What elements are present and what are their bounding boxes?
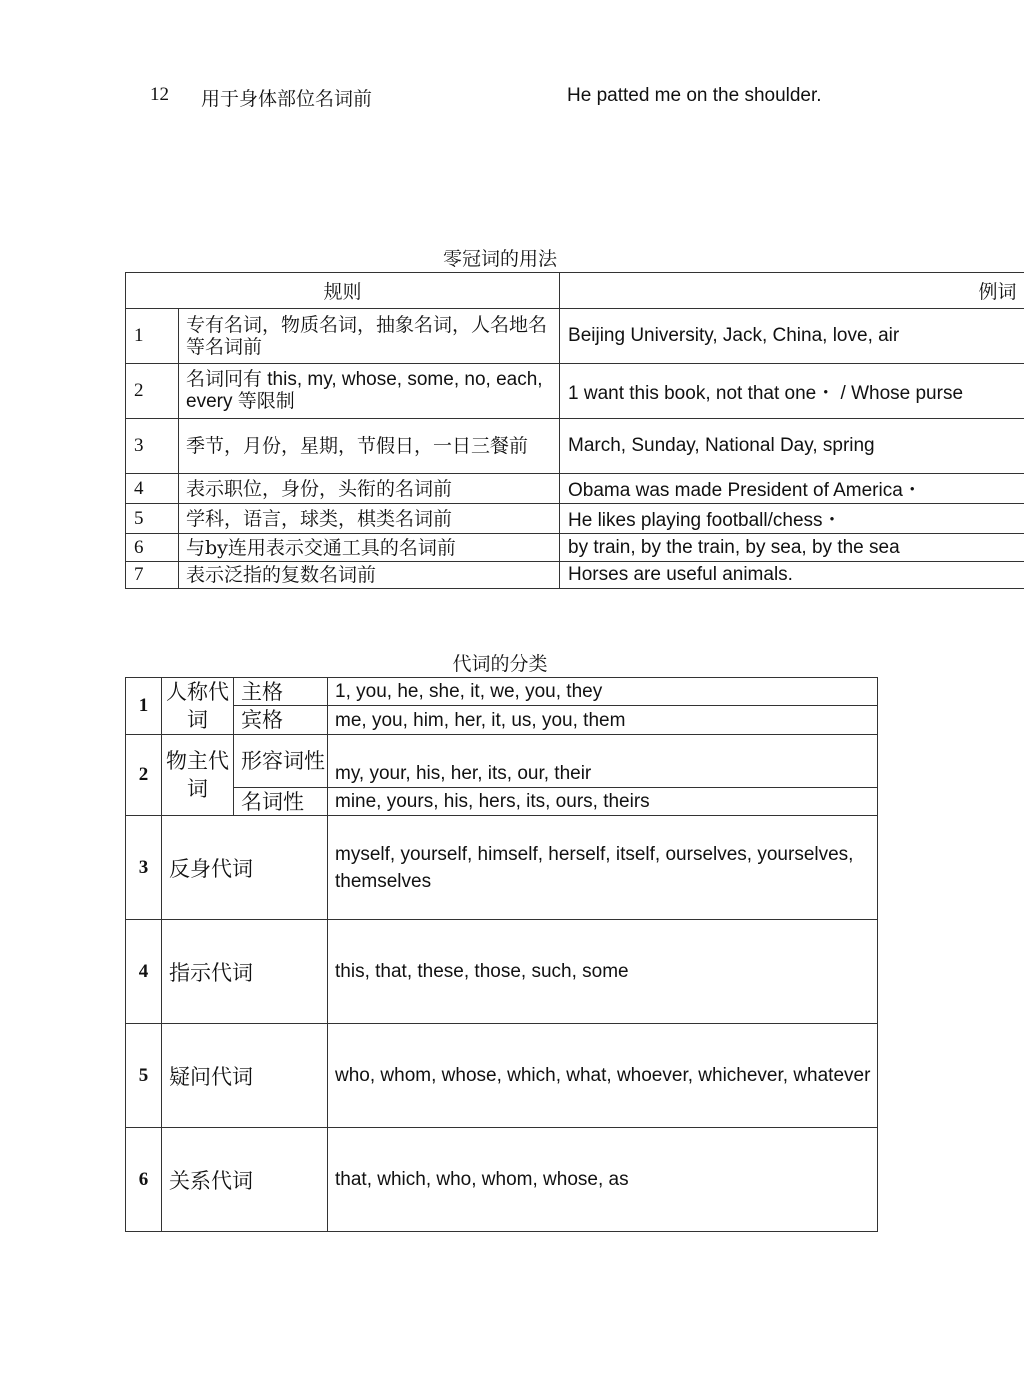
row-example: Beijing University, Jack, China, love, air [560,309,1024,364]
row-example: 1 want this book, not that one・ / Whose purse [560,364,1024,419]
top-line-number: 12 [150,84,169,105]
table-row [126,474,1024,504]
table-header-row [126,273,1024,309]
row-rule: 季节，月份，星期，节假日，一日三餐前 [179,419,560,474]
row-number: 4 [126,920,162,1024]
pronoun-table [125,677,878,1232]
table-row [126,562,1024,589]
table-row [126,920,878,1024]
table-row [126,504,1024,534]
interrogative-values: who, whom, whose, which, what, whoever, whichever, whatever [328,1024,878,1128]
row-example: Horses are useful animals. [560,562,1024,589]
category-relative: 关系代词 [162,1128,328,1232]
noun-form-label: 名词性 [234,788,328,816]
table-row [126,534,1024,562]
table-row [126,1024,878,1128]
relative-values: that, which, who, whom, whose, as [328,1128,878,1232]
object-case-values: me, you, him, her, it, us, you, them [328,706,878,735]
top-line-rule: 用于身体部位名词前 [201,88,373,110]
top-line-example: He patted me on the shoulder. [567,85,822,106]
row-example: by train, by the train, by sea, by the sea [560,534,1024,562]
category-personal: 人称代词 [162,678,234,735]
row-example: March, Sunday, National Day, spring [560,419,1024,474]
row-number: 6 [126,1128,162,1232]
adjective-form-values: my, your, his, her, its, our, their [328,735,878,788]
row-rule: 名词冋有 this, my, whose, some, no, each, every 等限制 [179,364,560,419]
row-number: 1 [126,678,162,735]
zero-article-table [125,272,1024,589]
pronoun-caption: 代词的分类 [452,653,548,675]
row-number: 7 [126,562,179,589]
header-rule: 规则 [126,273,560,309]
row-number: 5 [126,504,179,534]
row-number: 2 [126,364,179,419]
row-rule: 学科，语言，球类，棋类名词前 [179,504,560,534]
category-possessive: 物主代词 [162,735,234,816]
demonstrative-values: this, that, these, those, such, some [328,920,878,1024]
subject-case-label: 主格 [234,678,328,706]
category-demonstrative: 指示代词 [162,920,328,1024]
category-reflexive: 反身代词 [162,816,328,920]
row-number: 3 [126,419,179,474]
adjective-form-label: 形容词性 [234,735,328,788]
table-row [126,706,878,735]
category-interrogative: 疑问代词 [162,1024,328,1128]
noun-form-values: mine, yours, his, hers, its, ours, theirs [328,788,878,816]
table-row [126,788,878,816]
row-number: 5 [126,1024,162,1128]
table-row [126,735,878,788]
subject-case-values: 1, you, he, she, it, we, you, they [328,678,878,706]
table-row [126,364,1024,419]
top-line [0,84,1024,112]
table-row [126,816,878,920]
object-case-label: 宾格 [234,706,328,735]
row-example: Obama was made President of America・ [560,474,1024,504]
row-number: 6 [126,534,179,562]
row-rule: 与by连用表示交通工具的名词前 [179,534,560,562]
row-rule: 表示泛指的复数名词前 [179,562,560,589]
row-number: 1 [126,309,179,364]
row-number: 3 [126,816,162,920]
row-number: 2 [126,735,162,816]
header-example: 例词 [560,273,1024,309]
row-rule: 表示职位，身份，头衔的名词前 [179,474,560,504]
table-row [126,309,1024,364]
table-row [126,1128,878,1232]
row-rule: 专有名词，物质名词，抽象名词，人名地名等名词前 [179,309,560,364]
row-number: 4 [126,474,179,504]
zero-article-caption: 零冠词的用法 [442,248,557,270]
reflexive-values: myself, yourself, himself, herself, itself, ourselves, yourselves, themselves [328,816,878,920]
table-row [126,678,878,706]
table-row [126,419,1024,474]
row-example: He likes playing football/chess・ [560,504,1024,534]
